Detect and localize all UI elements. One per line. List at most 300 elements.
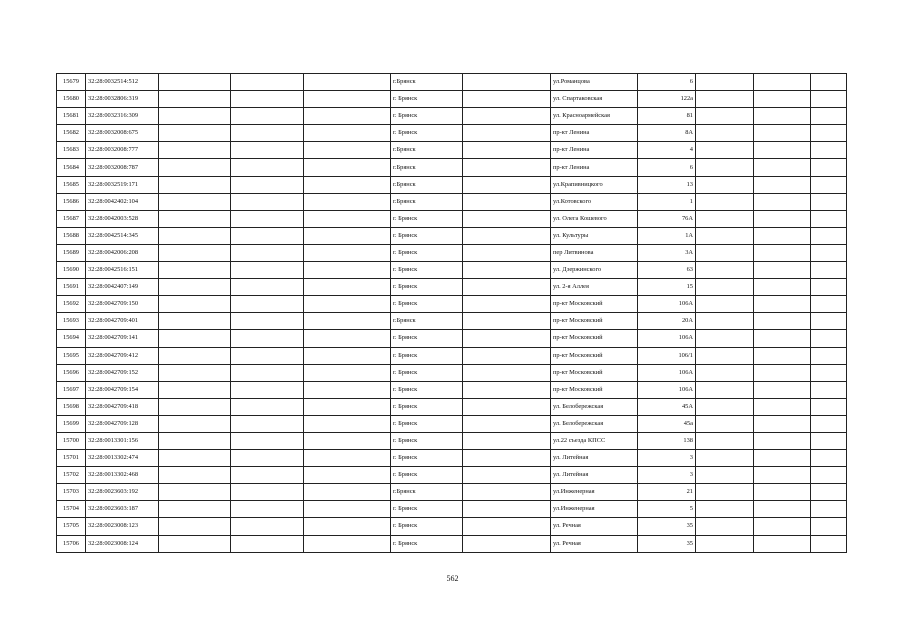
- cadastral-number-cell: 32:28:0042709:128: [86, 415, 159, 432]
- table-row: [57, 125, 847, 142]
- empty-cell: [231, 364, 304, 381]
- empty-cell: [304, 415, 391, 432]
- cadastral-number-cell: 32:28:0042709:152: [86, 364, 159, 381]
- empty-cell: [696, 210, 754, 227]
- street-cell: ул. Спартаковская: [551, 91, 638, 108]
- empty-cell: [754, 159, 811, 176]
- empty-cell: [304, 467, 391, 484]
- table-row: [57, 518, 847, 535]
- empty-cell: [231, 501, 304, 518]
- cadastral-number-cell: 32:28:0013302:468: [86, 467, 159, 484]
- table-row: [57, 313, 847, 330]
- table-row: [57, 347, 847, 364]
- street-cell: ул.22 съезда КПСС: [551, 432, 638, 449]
- empty-cell: [159, 125, 231, 142]
- street-cell: пр-кт Московский: [551, 330, 638, 347]
- empty-cell: [811, 518, 847, 535]
- empty-cell: [696, 501, 754, 518]
- empty-cell: [463, 279, 551, 296]
- house-number-cell: 1А: [638, 227, 696, 244]
- table-row: [57, 193, 847, 210]
- empty-cell: [463, 484, 551, 501]
- empty-cell: [811, 193, 847, 210]
- empty-cell: [463, 296, 551, 313]
- table-row: [57, 91, 847, 108]
- empty-cell: [231, 244, 304, 261]
- empty-cell: [159, 381, 231, 398]
- street-cell: ул. Дзержинского: [551, 262, 638, 279]
- empty-cell: [304, 484, 391, 501]
- cadastral-number-cell: 32:28:0042709:150: [86, 296, 159, 313]
- empty-cell: [811, 415, 847, 432]
- empty-cell: [696, 176, 754, 193]
- empty-cell: [811, 432, 847, 449]
- empty-cell: [754, 74, 811, 91]
- street-cell: ул. 2-я Аллея: [551, 279, 638, 296]
- cadastral-number-cell: 32:28:0013301:156: [86, 432, 159, 449]
- empty-cell: [304, 535, 391, 552]
- empty-cell: [304, 518, 391, 535]
- table-row: [57, 432, 847, 449]
- row-number-cell: 15683: [57, 142, 86, 159]
- empty-cell: [304, 381, 391, 398]
- row-number-cell: 15701: [57, 450, 86, 467]
- city-cell: г. Брянск: [391, 518, 463, 535]
- empty-cell: [754, 518, 811, 535]
- row-number-cell: 15691: [57, 279, 86, 296]
- cadastral-number-cell: 32:28:0042709:401: [86, 313, 159, 330]
- empty-cell: [231, 159, 304, 176]
- street-cell: пер Литвинова: [551, 244, 638, 261]
- city-cell: г. Брянск: [391, 432, 463, 449]
- empty-cell: [811, 484, 847, 501]
- cadastral-number-cell: 32:28:0032519:171: [86, 176, 159, 193]
- empty-cell: [231, 381, 304, 398]
- row-number-cell: 15680: [57, 91, 86, 108]
- empty-cell: [159, 518, 231, 535]
- cadastral-number-cell: 32:28:0023603:192: [86, 484, 159, 501]
- empty-cell: [231, 193, 304, 210]
- empty-cell: [304, 364, 391, 381]
- empty-cell: [696, 108, 754, 125]
- registry-table: [56, 73, 847, 553]
- city-cell: г. Брянск: [391, 450, 463, 467]
- table-row: [57, 467, 847, 484]
- empty-cell: [159, 296, 231, 313]
- row-number-cell: 15704: [57, 501, 86, 518]
- empty-cell: [159, 467, 231, 484]
- empty-cell: [754, 535, 811, 552]
- empty-cell: [159, 210, 231, 227]
- empty-cell: [231, 227, 304, 244]
- empty-cell: [696, 364, 754, 381]
- empty-cell: [304, 347, 391, 364]
- row-number-cell: 15684: [57, 159, 86, 176]
- cadastral-number-cell: 32:28:0042709:412: [86, 347, 159, 364]
- empty-cell: [754, 381, 811, 398]
- cadastral-number-cell: 32:28:0042516:151: [86, 262, 159, 279]
- table-row: [57, 450, 847, 467]
- empty-cell: [159, 398, 231, 415]
- empty-cell: [463, 467, 551, 484]
- house-number-cell: 6: [638, 74, 696, 91]
- empty-cell: [754, 176, 811, 193]
- house-number-cell: 81: [638, 108, 696, 125]
- empty-cell: [463, 91, 551, 108]
- empty-cell: [463, 501, 551, 518]
- row-number-cell: 15697: [57, 381, 86, 398]
- empty-cell: [696, 279, 754, 296]
- empty-cell: [696, 467, 754, 484]
- cadastral-number-cell: 32:28:0032806:319: [86, 91, 159, 108]
- street-cell: ул. Олега Кошевого: [551, 210, 638, 227]
- empty-cell: [811, 313, 847, 330]
- street-cell: ул. Культуры: [551, 227, 638, 244]
- empty-cell: [754, 210, 811, 227]
- city-cell: г. Брянск: [391, 227, 463, 244]
- empty-cell: [159, 535, 231, 552]
- empty-cell: [696, 330, 754, 347]
- cadastral-number-cell: 32:28:0042407:149: [86, 279, 159, 296]
- house-number-cell: 3: [638, 450, 696, 467]
- house-number-cell: 35: [638, 535, 696, 552]
- table-row: [57, 535, 847, 552]
- empty-cell: [811, 467, 847, 484]
- empty-cell: [159, 415, 231, 432]
- street-cell: пр-кт Ленина: [551, 142, 638, 159]
- table-row: [57, 296, 847, 313]
- empty-cell: [811, 450, 847, 467]
- empty-cell: [304, 74, 391, 91]
- street-cell: пр-кт Московский: [551, 347, 638, 364]
- empty-cell: [231, 91, 304, 108]
- empty-cell: [463, 347, 551, 364]
- cadastral-number-cell: 32:28:0023008:123: [86, 518, 159, 535]
- empty-cell: [304, 159, 391, 176]
- empty-cell: [159, 484, 231, 501]
- empty-cell: [159, 159, 231, 176]
- empty-cell: [231, 176, 304, 193]
- empty-cell: [159, 176, 231, 193]
- empty-cell: [811, 347, 847, 364]
- cadastral-number-cell: 32:28:0042709:418: [86, 398, 159, 415]
- house-number-cell: 8А: [638, 125, 696, 142]
- house-number-cell: 138: [638, 432, 696, 449]
- row-number-cell: 15694: [57, 330, 86, 347]
- city-cell: г.Брянск: [391, 484, 463, 501]
- empty-cell: [231, 279, 304, 296]
- empty-cell: [811, 74, 847, 91]
- empty-cell: [159, 244, 231, 261]
- house-number-cell: 45а: [638, 415, 696, 432]
- empty-cell: [159, 364, 231, 381]
- empty-cell: [696, 415, 754, 432]
- empty-cell: [304, 262, 391, 279]
- table-row: [57, 279, 847, 296]
- empty-cell: [159, 91, 231, 108]
- city-cell: г. Брянск: [391, 244, 463, 261]
- empty-cell: [811, 159, 847, 176]
- empty-cell: [754, 398, 811, 415]
- empty-cell: [811, 210, 847, 227]
- house-number-cell: 106А: [638, 296, 696, 313]
- empty-cell: [231, 415, 304, 432]
- table-row: [57, 415, 847, 432]
- empty-cell: [754, 193, 811, 210]
- empty-cell: [231, 398, 304, 415]
- street-cell: пр-кт Московский: [551, 364, 638, 381]
- empty-cell: [754, 262, 811, 279]
- table-row: [57, 176, 847, 193]
- row-number-cell: 15692: [57, 296, 86, 313]
- empty-cell: [159, 501, 231, 518]
- empty-cell: [231, 535, 304, 552]
- empty-cell: [304, 91, 391, 108]
- city-cell: г. Брянск: [391, 501, 463, 518]
- row-number-cell: 15696: [57, 364, 86, 381]
- empty-cell: [754, 501, 811, 518]
- row-number-cell: 15706: [57, 535, 86, 552]
- city-cell: г. Брянск: [391, 467, 463, 484]
- street-cell: ул. Белобережская: [551, 398, 638, 415]
- empty-cell: [231, 432, 304, 449]
- row-number-cell: 15698: [57, 398, 86, 415]
- empty-cell: [696, 193, 754, 210]
- empty-cell: [463, 262, 551, 279]
- row-number-cell: 15695: [57, 347, 86, 364]
- house-number-cell: 4: [638, 142, 696, 159]
- empty-cell: [696, 244, 754, 261]
- empty-cell: [811, 142, 847, 159]
- empty-cell: [159, 108, 231, 125]
- row-number-cell: 15681: [57, 108, 86, 125]
- table-row: [57, 227, 847, 244]
- street-cell: ул. Литейная: [551, 450, 638, 467]
- empty-cell: [304, 330, 391, 347]
- registry-table-body: [57, 74, 847, 553]
- street-cell: ул.Крапивницкого: [551, 176, 638, 193]
- house-number-cell: 15: [638, 279, 696, 296]
- row-number-cell: 15703: [57, 484, 86, 501]
- street-cell: пр-кт Московский: [551, 296, 638, 313]
- row-number-cell: 15682: [57, 125, 86, 142]
- empty-cell: [304, 432, 391, 449]
- house-number-cell: 106А: [638, 381, 696, 398]
- empty-cell: [231, 74, 304, 91]
- empty-cell: [304, 398, 391, 415]
- city-cell: г. Брянск: [391, 210, 463, 227]
- street-cell: ул.Котовского: [551, 193, 638, 210]
- city-cell: г. Брянск: [391, 296, 463, 313]
- empty-cell: [463, 125, 551, 142]
- cadastral-number-cell: 32:28:0013302:474: [86, 450, 159, 467]
- empty-cell: [696, 518, 754, 535]
- empty-cell: [463, 142, 551, 159]
- empty-cell: [463, 313, 551, 330]
- table-row: [57, 210, 847, 227]
- street-cell: пр-кт Ленина: [551, 125, 638, 142]
- street-cell: пр-кт Московский: [551, 381, 638, 398]
- empty-cell: [159, 142, 231, 159]
- empty-cell: [696, 142, 754, 159]
- empty-cell: [463, 193, 551, 210]
- house-number-cell: 122а: [638, 91, 696, 108]
- house-number-cell: 106А: [638, 364, 696, 381]
- empty-cell: [463, 518, 551, 535]
- house-number-cell: 6: [638, 159, 696, 176]
- city-cell: г. Брянск: [391, 347, 463, 364]
- city-cell: г. Брянск: [391, 262, 463, 279]
- empty-cell: [463, 159, 551, 176]
- empty-cell: [304, 142, 391, 159]
- street-cell: пр-кт Московский: [551, 313, 638, 330]
- empty-cell: [696, 535, 754, 552]
- house-number-cell: 76А: [638, 210, 696, 227]
- street-cell: ул. Речная: [551, 535, 638, 552]
- street-cell: ул. Красноармейская: [551, 108, 638, 125]
- row-number-cell: 15700: [57, 432, 86, 449]
- empty-cell: [159, 262, 231, 279]
- street-cell: ул.Романцова: [551, 74, 638, 91]
- empty-cell: [231, 347, 304, 364]
- row-number-cell: 15687: [57, 210, 86, 227]
- empty-cell: [696, 381, 754, 398]
- empty-cell: [754, 347, 811, 364]
- empty-cell: [754, 450, 811, 467]
- cadastral-number-cell: 32:28:0032514:512: [86, 74, 159, 91]
- empty-cell: [696, 398, 754, 415]
- city-cell: г.Брянск: [391, 193, 463, 210]
- street-cell: ул.Инженерная: [551, 501, 638, 518]
- house-number-cell: 13: [638, 176, 696, 193]
- city-cell: г. Брянск: [391, 415, 463, 432]
- empty-cell: [754, 467, 811, 484]
- empty-cell: [231, 108, 304, 125]
- empty-cell: [696, 484, 754, 501]
- empty-cell: [304, 244, 391, 261]
- empty-cell: [811, 296, 847, 313]
- empty-cell: [463, 535, 551, 552]
- cadastral-number-cell: 32:28:0042709:154: [86, 381, 159, 398]
- street-cell: ул. Речная: [551, 518, 638, 535]
- cadastral-number-cell: 32:28:0042709:141: [86, 330, 159, 347]
- empty-cell: [463, 364, 551, 381]
- house-number-cell: 63: [638, 262, 696, 279]
- street-cell: пр-кт Ленина: [551, 159, 638, 176]
- cadastral-number-cell: 32:28:0032008:675: [86, 125, 159, 142]
- table-row: [57, 244, 847, 261]
- cadastral-number-cell: 32:28:0042402:104: [86, 193, 159, 210]
- empty-cell: [304, 210, 391, 227]
- empty-cell: [696, 91, 754, 108]
- city-cell: г. Брянск: [391, 398, 463, 415]
- empty-cell: [231, 210, 304, 227]
- cadastral-number-cell: 32:28:0042003:528: [86, 210, 159, 227]
- city-cell: г. Брянск: [391, 91, 463, 108]
- empty-cell: [304, 125, 391, 142]
- row-number-cell: 15685: [57, 176, 86, 193]
- empty-cell: [231, 330, 304, 347]
- table-row: [57, 108, 847, 125]
- cadastral-number-cell: 32:28:0042514:345: [86, 227, 159, 244]
- empty-cell: [463, 176, 551, 193]
- city-cell: г. Брянск: [391, 330, 463, 347]
- row-number-cell: 15693: [57, 313, 86, 330]
- empty-cell: [304, 108, 391, 125]
- empty-cell: [463, 415, 551, 432]
- house-number-cell: 35: [638, 518, 696, 535]
- empty-cell: [463, 244, 551, 261]
- city-cell: г. Брянск: [391, 108, 463, 125]
- empty-cell: [811, 262, 847, 279]
- empty-cell: [754, 313, 811, 330]
- house-number-cell: 3А: [638, 244, 696, 261]
- empty-cell: [754, 415, 811, 432]
- empty-cell: [754, 296, 811, 313]
- table-row: [57, 142, 847, 159]
- row-number-cell: 15699: [57, 415, 86, 432]
- empty-cell: [811, 364, 847, 381]
- empty-cell: [696, 159, 754, 176]
- empty-cell: [811, 398, 847, 415]
- empty-cell: [304, 227, 391, 244]
- street-cell: ул. Литейная: [551, 467, 638, 484]
- empty-cell: [811, 279, 847, 296]
- empty-cell: [304, 450, 391, 467]
- empty-cell: [811, 176, 847, 193]
- empty-cell: [696, 313, 754, 330]
- cadastral-number-cell: 32:28:0023603:187: [86, 501, 159, 518]
- city-cell: г.Брянск: [391, 159, 463, 176]
- empty-cell: [754, 91, 811, 108]
- empty-cell: [463, 227, 551, 244]
- empty-cell: [811, 381, 847, 398]
- empty-cell: [754, 244, 811, 261]
- empty-cell: [754, 432, 811, 449]
- empty-cell: [754, 227, 811, 244]
- empty-cell: [811, 244, 847, 261]
- empty-cell: [696, 74, 754, 91]
- empty-cell: [696, 450, 754, 467]
- empty-cell: [811, 501, 847, 518]
- empty-cell: [231, 518, 304, 535]
- city-cell: г.Брянск: [391, 142, 463, 159]
- city-cell: г. Брянск: [391, 364, 463, 381]
- empty-cell: [159, 279, 231, 296]
- empty-cell: [696, 262, 754, 279]
- house-number-cell: 45А: [638, 398, 696, 415]
- row-number-cell: 15679: [57, 74, 86, 91]
- empty-cell: [696, 347, 754, 364]
- empty-cell: [754, 125, 811, 142]
- city-cell: г. Брянск: [391, 279, 463, 296]
- cadastral-number-cell: 32:28:0032008:777: [86, 142, 159, 159]
- empty-cell: [231, 262, 304, 279]
- house-number-cell: 106/1: [638, 347, 696, 364]
- empty-cell: [231, 142, 304, 159]
- empty-cell: [159, 227, 231, 244]
- empty-cell: [463, 450, 551, 467]
- row-number-cell: 15688: [57, 227, 86, 244]
- city-cell: г.Брянск: [391, 74, 463, 91]
- house-number-cell: 3: [638, 467, 696, 484]
- empty-cell: [754, 484, 811, 501]
- house-number-cell: 106А: [638, 330, 696, 347]
- house-number-cell: 1: [638, 193, 696, 210]
- table-row: [57, 381, 847, 398]
- empty-cell: [304, 193, 391, 210]
- empty-cell: [811, 227, 847, 244]
